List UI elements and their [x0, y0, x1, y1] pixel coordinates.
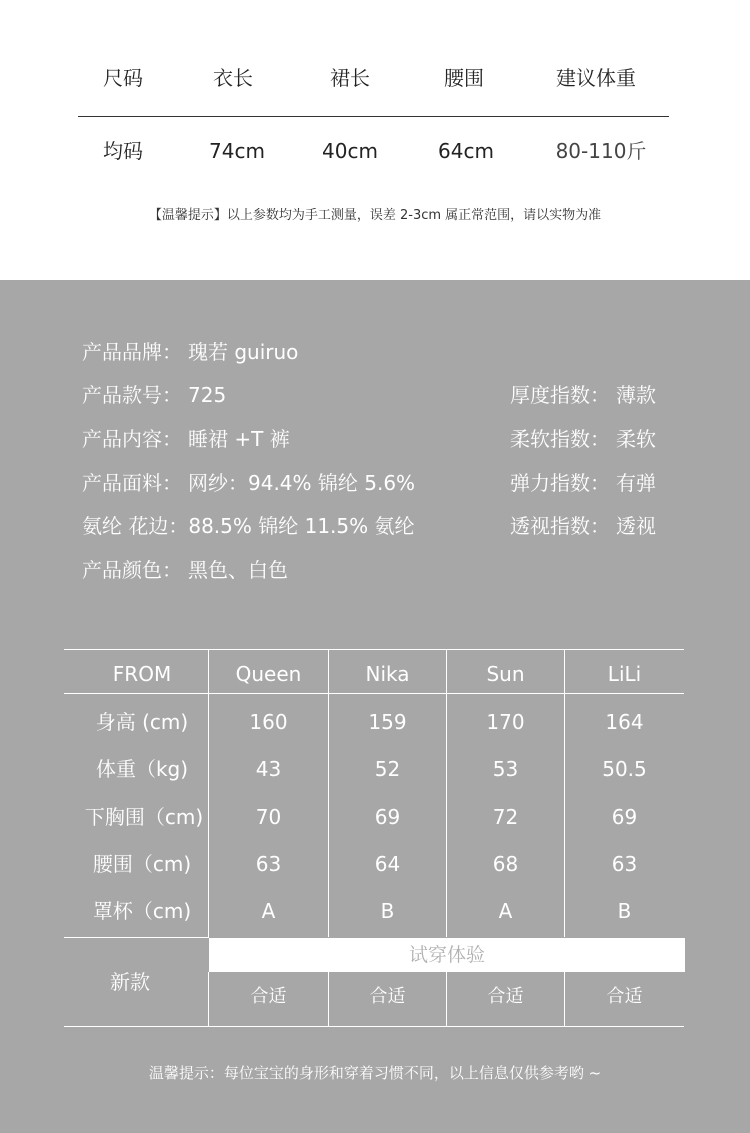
- fit-cell: 合适: [487, 986, 524, 1007]
- spec-elasticity: [510, 468, 656, 498]
- table-cell: 69: [611, 805, 638, 829]
- table-cell: 68: [492, 852, 519, 876]
- table-cell: A: [261, 899, 276, 923]
- spec-transparency: [510, 511, 656, 541]
- size-chart-section: [0, 0, 750, 280]
- size-header-row: [0, 58, 750, 98]
- table-rule: [64, 1026, 684, 1027]
- size-header-cell: 建议体重: [556, 66, 636, 90]
- spec-value: 黑色、白色: [188, 558, 288, 582]
- size-header-cell: 衣长: [213, 66, 253, 90]
- size-header-cell: 裙长: [330, 66, 370, 90]
- table-row-label: 身高 (cm): [95, 710, 189, 734]
- spec-label: 透视指数：: [510, 514, 610, 538]
- spec-label: 产品颜色：: [82, 558, 182, 582]
- table-row-label: 腰围（cm): [92, 852, 192, 876]
- spec-contents: [82, 424, 290, 454]
- spec-label: 产品内容：: [82, 427, 182, 451]
- size-value-cell: 40cm: [322, 139, 378, 163]
- spec-color: [82, 555, 288, 585]
- table-header-cell: Queen: [235, 662, 302, 686]
- table-cell: 164: [605, 710, 644, 734]
- bottom-tip: 温馨提示：每位宝宝的身形和穿着习惯不同，以上信息仅供参考哟 ~: [148, 1064, 602, 1082]
- table-cell: 43: [255, 757, 282, 781]
- table-header-cell: Nika: [365, 662, 410, 686]
- table-cell: B: [617, 899, 632, 923]
- measurement-note: 【温馨提示】以上参数均为手工测量，误差 2-3cm 属正常范围，请以实物为准: [148, 208, 602, 223]
- spec-value: 柔软: [616, 427, 656, 451]
- size-divider: [78, 116, 669, 117]
- spec-label: 厚度指数：: [510, 383, 610, 407]
- table-cell: 52: [374, 757, 401, 781]
- table-row-label: 下胸围（cm): [84, 805, 204, 829]
- try-on-banner: 试穿体验: [209, 938, 685, 972]
- spec-lace: [82, 511, 415, 541]
- spec-value: 有弹: [616, 471, 656, 495]
- table-cell: A: [498, 899, 513, 923]
- table-header-cell: LiLi: [607, 662, 642, 686]
- spec-value: 725: [188, 383, 227, 407]
- size-value-row: [0, 131, 750, 171]
- size-header-cell: 腰围: [444, 66, 484, 90]
- spec-brand: [82, 337, 298, 367]
- try-on-table: [64, 649, 684, 1027]
- size-value-cell: 均码: [103, 139, 143, 163]
- table-cell: 50.5: [602, 757, 647, 781]
- spec-value: 薄款: [616, 383, 656, 407]
- fit-cell: 合适: [369, 986, 406, 1007]
- spec-softness: [510, 424, 656, 454]
- spec-value: 网纱：94.4% 锦纶 5.6%: [188, 471, 416, 495]
- table-rule: [64, 649, 684, 650]
- table-header-cell: Sun: [486, 662, 525, 686]
- table-cell: 64: [374, 852, 401, 876]
- table-cell: 72: [492, 805, 519, 829]
- size-value-cell: 64cm: [438, 139, 494, 163]
- spec-label: 柔软指数：: [510, 427, 610, 451]
- table-cell: 53: [492, 757, 519, 781]
- table-header-cell: FROM: [112, 662, 172, 686]
- spec-fabric: [82, 468, 415, 498]
- spec-label: 产品面料：: [82, 471, 182, 495]
- new-style-label: 新款: [110, 970, 150, 994]
- spec-label: 氨纶 花边：: [82, 514, 189, 538]
- size-value-cell: 74cm: [209, 139, 265, 163]
- spec-value: 睡裙 +T 裤: [188, 427, 290, 451]
- table-rule: [64, 937, 209, 938]
- table-cell: 70: [255, 805, 282, 829]
- table-cell: 63: [611, 852, 638, 876]
- table-cell: 63: [255, 852, 282, 876]
- spec-label: 弹力指数：: [510, 471, 610, 495]
- table-cell: B: [380, 899, 395, 923]
- spec-value: 瑰若 guiruo: [188, 340, 299, 364]
- table-cell: 69: [374, 805, 401, 829]
- table-row-label: 体重（kg): [95, 757, 189, 781]
- fit-cell: 合适: [606, 986, 643, 1007]
- size-value-cell: 80-110斤: [555, 139, 647, 163]
- size-header-cell: 尺码: [103, 66, 143, 90]
- spec-model: [82, 380, 226, 410]
- fit-cell: 合适: [250, 986, 287, 1007]
- spec-value: 透视: [616, 514, 656, 538]
- table-cell: 160: [249, 710, 288, 734]
- table-cell: 170: [486, 710, 525, 734]
- spec-value: 88.5% 锦纶 11.5% 氨纶: [188, 514, 415, 538]
- spec-label: 产品款号：: [82, 383, 182, 407]
- table-row-label: 罩杯（cm): [92, 899, 192, 923]
- spec-label: 产品品牌：: [82, 340, 182, 364]
- table-cell: 159: [368, 710, 407, 734]
- spec-thickness: [510, 380, 656, 410]
